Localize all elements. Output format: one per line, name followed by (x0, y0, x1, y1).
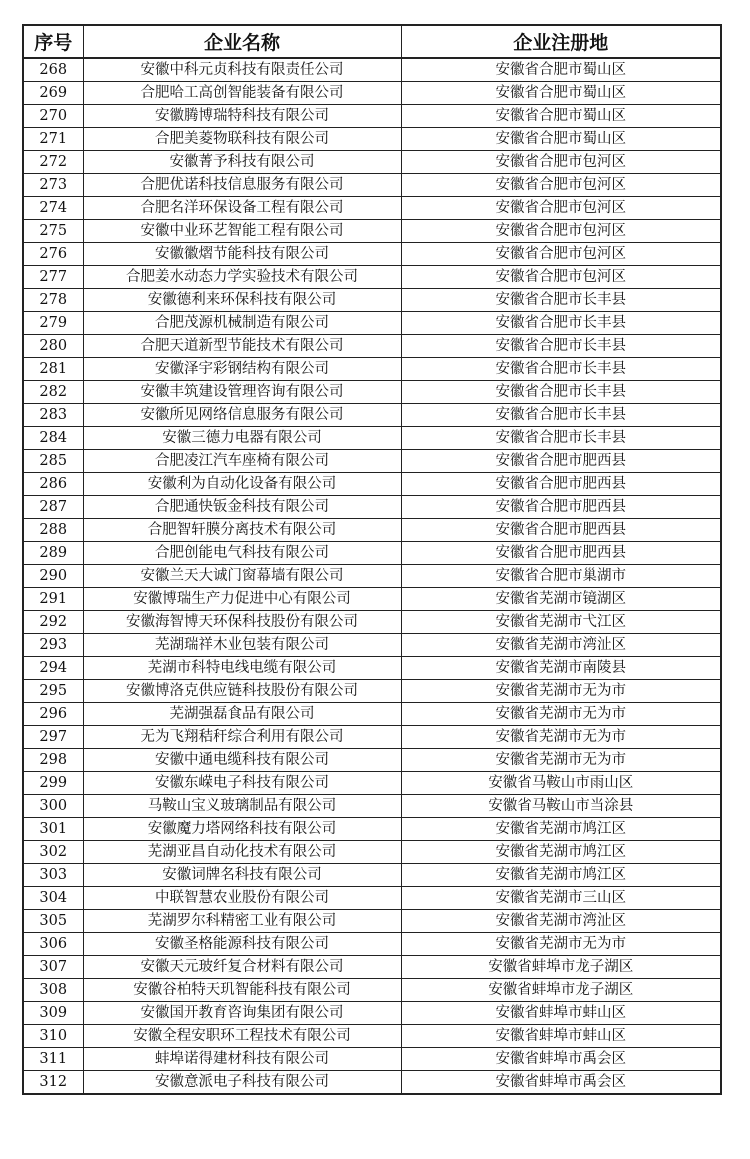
cell-serial-number: 305 (23, 910, 83, 933)
table-row (23, 749, 721, 772)
table-row (23, 611, 721, 634)
header-row (23, 25, 721, 58)
cell-serial-number: 290 (23, 565, 83, 588)
table-row (23, 105, 721, 128)
cell-registered-location: 安徽省合肥市包河区 (401, 151, 721, 174)
cell-serial-number: 299 (23, 772, 83, 795)
table-row (23, 128, 721, 151)
cell-registered-location: 安徽省合肥市肥西县 (401, 542, 721, 565)
table-row (23, 519, 721, 542)
table-row (23, 289, 721, 312)
header-company-name: 企业名称 (83, 25, 401, 58)
cell-registered-location: 安徽省芜湖市弋江区 (401, 611, 721, 634)
cell-serial-number: 278 (23, 289, 83, 312)
cell-serial-number: 302 (23, 841, 83, 864)
cell-registered-location: 安徽省芜湖市鸠江区 (401, 864, 721, 887)
cell-registered-location: 安徽省合肥市包河区 (401, 174, 721, 197)
cell-registered-location: 安徽省合肥市巢湖市 (401, 565, 721, 588)
cell-company-name: 无为飞翔秸秆综合利用有限公司 (83, 726, 401, 749)
cell-company-name: 安徽中通电缆科技有限公司 (83, 749, 401, 772)
cell-registered-location: 安徽省合肥市长丰县 (401, 312, 721, 335)
cell-registered-location: 安徽省芜湖市湾沚区 (401, 634, 721, 657)
cell-company-name: 合肥凌江汽车座椅有限公司 (83, 450, 401, 473)
table-row (23, 151, 721, 174)
cell-registered-location: 安徽省合肥市蜀山区 (401, 105, 721, 128)
table-row (23, 588, 721, 611)
table-row (23, 174, 721, 197)
cell-serial-number: 289 (23, 542, 83, 565)
table-row (23, 818, 721, 841)
cell-registered-location: 安徽省蚌埠市禹会区 (401, 1071, 721, 1095)
table-row (23, 243, 721, 266)
cell-registered-location: 安徽省合肥市蜀山区 (401, 58, 721, 82)
cell-company-name: 合肥美菱物联科技有限公司 (83, 128, 401, 151)
cell-registered-location: 安徽省合肥市蜀山区 (401, 82, 721, 105)
cell-company-name: 合肥优诺科技信息服务有限公司 (83, 174, 401, 197)
cell-registered-location: 安徽省合肥市肥西县 (401, 519, 721, 542)
cell-registered-location: 安徽省马鞍山市当涂县 (401, 795, 721, 818)
table-row (23, 565, 721, 588)
cell-registered-location: 安徽省蚌埠市禹会区 (401, 1048, 721, 1071)
cell-serial-number: 276 (23, 243, 83, 266)
cell-serial-number: 300 (23, 795, 83, 818)
cell-company-name: 芜湖强磊食品有限公司 (83, 703, 401, 726)
cell-company-name: 合肥通快钣金科技有限公司 (83, 496, 401, 519)
table-row (23, 887, 721, 910)
cell-company-name: 合肥天道新型节能技术有限公司 (83, 335, 401, 358)
cell-serial-number: 298 (23, 749, 83, 772)
cell-company-name: 安徽谷柏特天玑智能科技有限公司 (83, 979, 401, 1002)
cell-registered-location: 安徽省芜湖市无为市 (401, 933, 721, 956)
cell-company-name: 合肥茂源机械制造有限公司 (83, 312, 401, 335)
table-row (23, 58, 721, 82)
table-row (23, 795, 721, 818)
cell-company-name: 芜湖市科特电线电缆有限公司 (83, 657, 401, 680)
cell-serial-number: 285 (23, 450, 83, 473)
cell-registered-location: 安徽省合肥市长丰县 (401, 381, 721, 404)
cell-serial-number: 296 (23, 703, 83, 726)
cell-company-name: 合肥名洋环保设备工程有限公司 (83, 197, 401, 220)
cell-serial-number: 310 (23, 1025, 83, 1048)
cell-serial-number: 271 (23, 128, 83, 151)
cell-company-name: 安徽博洛克供应链科技股份有限公司 (83, 680, 401, 703)
cell-company-name: 蚌埠诺得建材科技有限公司 (83, 1048, 401, 1071)
table-row (23, 542, 721, 565)
cell-registered-location: 安徽省蚌埠市龙子湖区 (401, 979, 721, 1002)
cell-serial-number: 308 (23, 979, 83, 1002)
cell-company-name: 安徽国开教育咨询集团有限公司 (83, 1002, 401, 1025)
cell-serial-number: 277 (23, 266, 83, 289)
cell-serial-number: 270 (23, 105, 83, 128)
cell-company-name: 安徽词牌名科技有限公司 (83, 864, 401, 887)
cell-company-name: 安徽海智博天环保科技股份有限公司 (83, 611, 401, 634)
cell-registered-location: 安徽省合肥市长丰县 (401, 335, 721, 358)
table-row (23, 657, 721, 680)
cell-registered-location: 安徽省芜湖市三山区 (401, 887, 721, 910)
cell-company-name: 安徽丰筑建设管理咨询有限公司 (83, 381, 401, 404)
cell-serial-number: 281 (23, 358, 83, 381)
table-row (23, 1002, 721, 1025)
cell-company-name: 安徽全程安职环工程技术有限公司 (83, 1025, 401, 1048)
cell-company-name: 安徽中科元贞科技有限责任公司 (83, 58, 401, 82)
table-row (23, 1048, 721, 1071)
table-row (23, 335, 721, 358)
table-row (23, 864, 721, 887)
cell-serial-number: 284 (23, 427, 83, 450)
table-row (23, 979, 721, 1002)
cell-registered-location: 安徽省芜湖市无为市 (401, 726, 721, 749)
cell-company-name: 安徽泽宇彩钢结构有限公司 (83, 358, 401, 381)
table-row (23, 381, 721, 404)
table-row (23, 358, 721, 381)
cell-serial-number: 307 (23, 956, 83, 979)
cell-company-name: 安徽中业环艺智能工程有限公司 (83, 220, 401, 243)
cell-registered-location: 安徽省合肥市长丰县 (401, 404, 721, 427)
table-row (23, 703, 721, 726)
cell-registered-location: 安徽省合肥市蜀山区 (401, 128, 721, 151)
table-row (23, 197, 721, 220)
cell-company-name: 安徽天元玻纤复合材料有限公司 (83, 956, 401, 979)
cell-company-name: 安徽圣格能源科技有限公司 (83, 933, 401, 956)
cell-company-name: 安徽博瑞生产力促进中心有限公司 (83, 588, 401, 611)
table-row (23, 496, 721, 519)
cell-serial-number: 282 (23, 381, 83, 404)
table-row (23, 82, 721, 105)
cell-company-name: 马鞍山宝义玻璃制品有限公司 (83, 795, 401, 818)
cell-company-name: 安徽利为自动化设备有限公司 (83, 473, 401, 496)
table-row (23, 726, 721, 749)
cell-registered-location: 安徽省合肥市肥西县 (401, 450, 721, 473)
cell-company-name: 安徽兰天大诚门窗幕墙有限公司 (83, 565, 401, 588)
cell-registered-location: 安徽省芜湖市无为市 (401, 703, 721, 726)
cell-serial-number: 292 (23, 611, 83, 634)
cell-registered-location: 安徽省合肥市包河区 (401, 197, 721, 220)
cell-company-name: 安徽徽熠节能科技有限公司 (83, 243, 401, 266)
cell-registered-location: 安徽省蚌埠市蚌山区 (401, 1002, 721, 1025)
cell-registered-location: 安徽省芜湖市无为市 (401, 680, 721, 703)
cell-company-name: 芜湖瑞祥木业包装有限公司 (83, 634, 401, 657)
cell-serial-number: 287 (23, 496, 83, 519)
table-row (23, 956, 721, 979)
cell-registered-location: 安徽省芜湖市鸠江区 (401, 841, 721, 864)
cell-registered-location: 安徽省马鞍山市雨山区 (401, 772, 721, 795)
table-row (23, 841, 721, 864)
cell-serial-number: 294 (23, 657, 83, 680)
cell-registered-location: 安徽省合肥市包河区 (401, 266, 721, 289)
table-row (23, 220, 721, 243)
cell-serial-number: 312 (23, 1071, 83, 1095)
cell-company-name: 合肥智轩膜分离技术有限公司 (83, 519, 401, 542)
cell-registered-location: 安徽省合肥市长丰县 (401, 358, 721, 381)
table-row (23, 404, 721, 427)
cell-registered-location: 安徽省芜湖市无为市 (401, 749, 721, 772)
table-row (23, 1071, 721, 1095)
table-header (23, 25, 721, 58)
cell-serial-number: 275 (23, 220, 83, 243)
cell-company-name: 芜湖罗尔科精密工业有限公司 (83, 910, 401, 933)
cell-serial-number: 283 (23, 404, 83, 427)
cell-company-name: 安徽菁予科技有限公司 (83, 151, 401, 174)
cell-company-name: 芜湖亚昌自动化技术有限公司 (83, 841, 401, 864)
cell-registered-location: 安徽省蚌埠市龙子湖区 (401, 956, 721, 979)
header-serial-number: 序号 (23, 25, 83, 58)
cell-serial-number: 297 (23, 726, 83, 749)
cell-company-name: 安徽腾博瑞特科技有限公司 (83, 105, 401, 128)
cell-registered-location: 安徽省合肥市包河区 (401, 243, 721, 266)
table-row (23, 1025, 721, 1048)
company-list-table (22, 24, 722, 1095)
cell-registered-location: 安徽省合肥市包河区 (401, 220, 721, 243)
cell-company-name: 安徽三德力电器有限公司 (83, 427, 401, 450)
header-registered-location: 企业注册地 (401, 25, 721, 58)
cell-serial-number: 274 (23, 197, 83, 220)
cell-company-name: 中联智慧农业股份有限公司 (83, 887, 401, 910)
cell-company-name: 安徽东嵘电子科技有限公司 (83, 772, 401, 795)
table-body (23, 58, 721, 1094)
cell-company-name: 安徽魔力塔网络科技有限公司 (83, 818, 401, 841)
cell-registered-location: 安徽省芜湖市鸠江区 (401, 818, 721, 841)
cell-company-name: 合肥姜水动态力学实验技术有限公司 (83, 266, 401, 289)
cell-serial-number: 301 (23, 818, 83, 841)
table-row (23, 933, 721, 956)
table-row (23, 450, 721, 473)
table-row (23, 910, 721, 933)
cell-serial-number: 291 (23, 588, 83, 611)
cell-serial-number: 269 (23, 82, 83, 105)
table-row (23, 427, 721, 450)
cell-serial-number: 279 (23, 312, 83, 335)
table-row (23, 772, 721, 795)
table-row (23, 266, 721, 289)
cell-company-name: 安徽所见网络信息服务有限公司 (83, 404, 401, 427)
cell-company-name: 合肥哈工高创智能装备有限公司 (83, 82, 401, 105)
table-row (23, 312, 721, 335)
cell-serial-number: 286 (23, 473, 83, 496)
cell-company-name: 安徽德利来环保科技有限公司 (83, 289, 401, 312)
cell-serial-number: 306 (23, 933, 83, 956)
cell-registered-location: 安徽省蚌埠市蚌山区 (401, 1025, 721, 1048)
table-row (23, 634, 721, 657)
cell-company-name: 合肥创能电气科技有限公司 (83, 542, 401, 565)
cell-serial-number: 272 (23, 151, 83, 174)
cell-serial-number: 273 (23, 174, 83, 197)
cell-serial-number: 311 (23, 1048, 83, 1071)
cell-registered-location: 安徽省芜湖市镜湖区 (401, 588, 721, 611)
cell-registered-location: 安徽省合肥市肥西县 (401, 496, 721, 519)
cell-registered-location: 安徽省合肥市长丰县 (401, 427, 721, 450)
cell-registered-location: 安徽省芜湖市南陵县 (401, 657, 721, 680)
cell-serial-number: 280 (23, 335, 83, 358)
table-row (23, 680, 721, 703)
cell-company-name: 安徽意派电子科技有限公司 (83, 1071, 401, 1095)
cell-serial-number: 309 (23, 1002, 83, 1025)
cell-serial-number: 304 (23, 887, 83, 910)
cell-registered-location: 安徽省合肥市长丰县 (401, 289, 721, 312)
cell-registered-location: 安徽省合肥市肥西县 (401, 473, 721, 496)
cell-serial-number: 288 (23, 519, 83, 542)
table-row (23, 473, 721, 496)
cell-serial-number: 293 (23, 634, 83, 657)
cell-serial-number: 268 (23, 58, 83, 82)
cell-registered-location: 安徽省芜湖市湾沚区 (401, 910, 721, 933)
cell-serial-number: 295 (23, 680, 83, 703)
cell-serial-number: 303 (23, 864, 83, 887)
